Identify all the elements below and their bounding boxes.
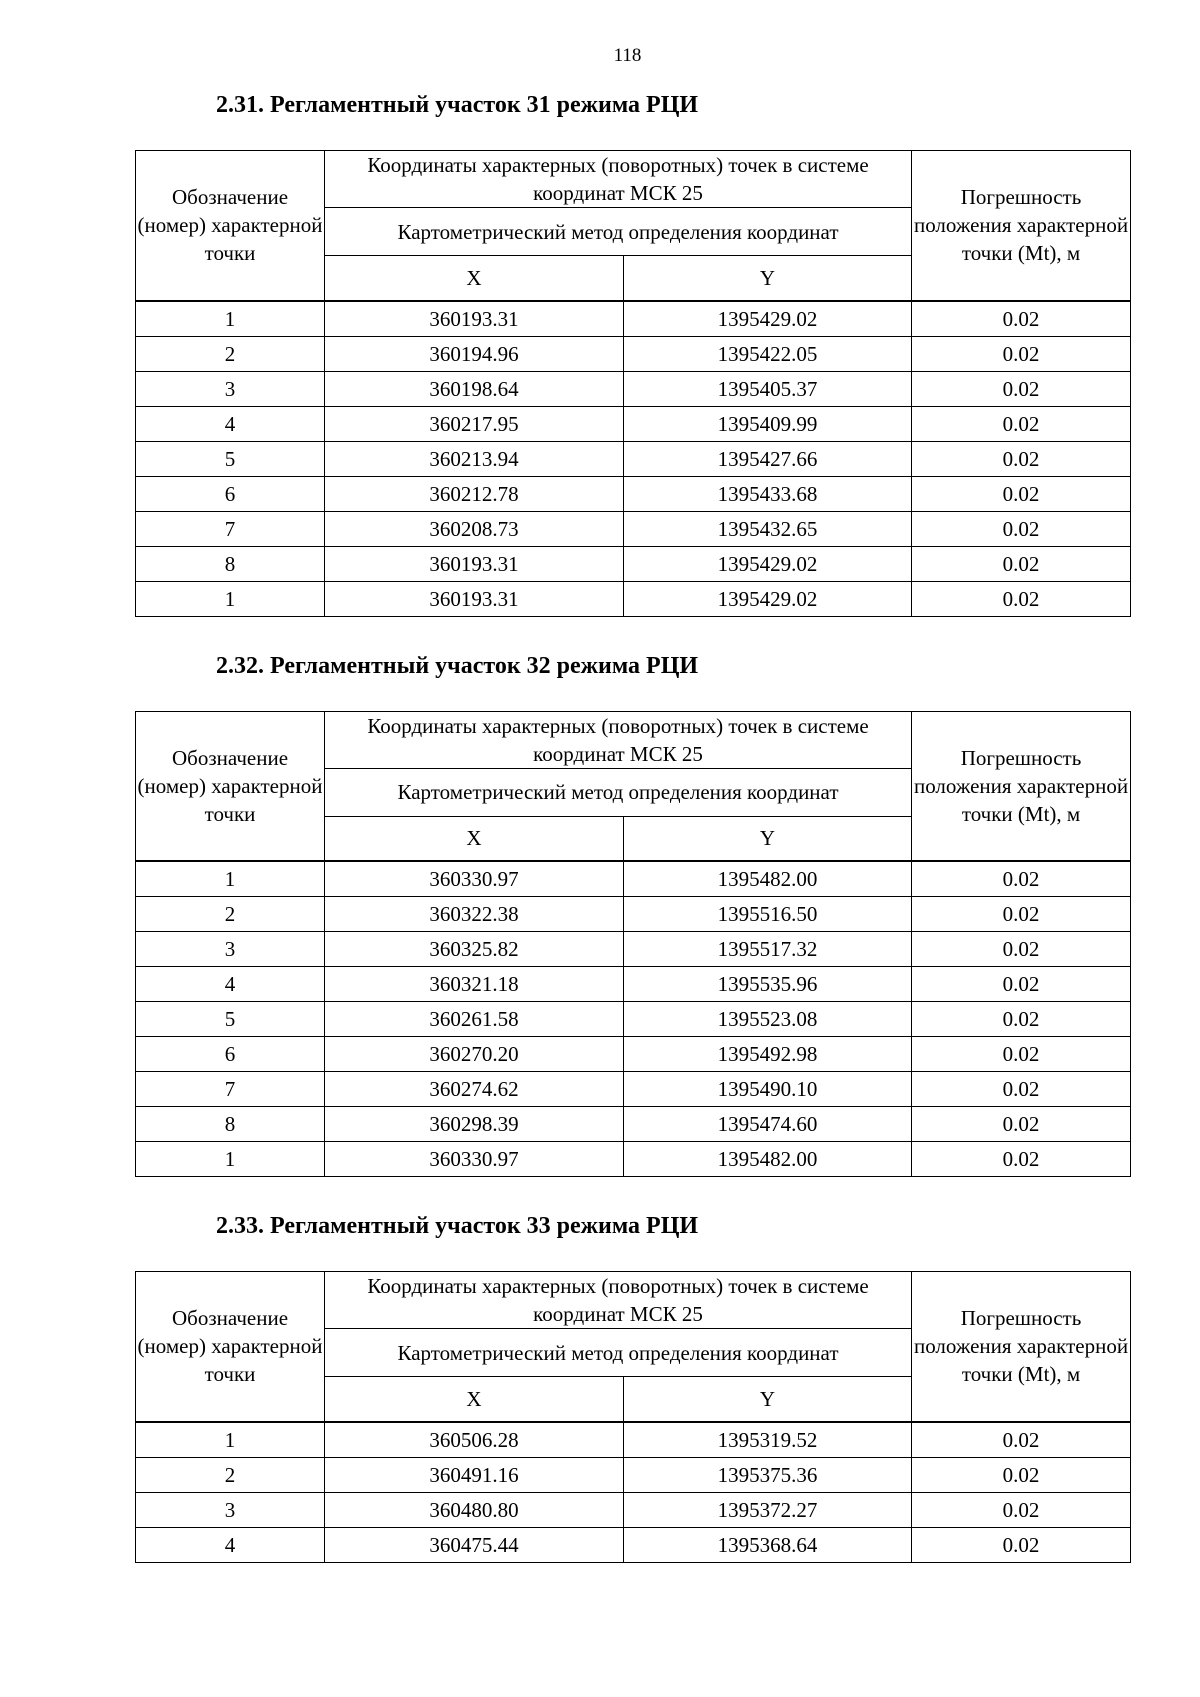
cell-error: 0.02 xyxy=(912,932,1131,967)
cell-y: 1395517.32 xyxy=(624,932,912,967)
cell-error: 0.02 xyxy=(912,581,1131,616)
cell-y: 1395422.05 xyxy=(624,336,912,371)
cell-point: 1 xyxy=(136,301,325,337)
cell-y: 1395405.37 xyxy=(624,371,912,406)
cell-point: 1 xyxy=(136,861,325,897)
table-row xyxy=(136,1072,1131,1107)
cell-error: 0.02 xyxy=(912,1037,1131,1072)
cell-x: 360330.97 xyxy=(325,1142,624,1177)
table-row xyxy=(136,1107,1131,1142)
cell-error: 0.02 xyxy=(912,511,1131,546)
cell-error: 0.02 xyxy=(912,1422,1131,1458)
cell-error: 0.02 xyxy=(912,406,1131,441)
cell-point: 7 xyxy=(136,511,325,546)
header-coords: Координаты характерных (поворотных) точек в системе координат МСК 25 xyxy=(325,151,912,208)
header-method: Картометрический метод определения координат xyxy=(325,1329,912,1377)
cell-y: 1395375.36 xyxy=(624,1457,912,1492)
cell-point: 2 xyxy=(136,1457,325,1492)
table-row xyxy=(136,336,1131,371)
cell-error: 0.02 xyxy=(912,1492,1131,1527)
table-row xyxy=(136,301,1131,337)
table-row xyxy=(136,476,1131,511)
table-row xyxy=(136,371,1131,406)
cell-y: 1395409.99 xyxy=(624,406,912,441)
header-point: Обозначение (номер) характерной точки xyxy=(136,1272,325,1422)
cell-point: 1 xyxy=(136,1142,325,1177)
cell-x: 360480.80 xyxy=(325,1492,624,1527)
section xyxy=(135,651,1130,1178)
cell-y: 1395482.00 xyxy=(624,1142,912,1177)
cell-x: 360198.64 xyxy=(325,371,624,406)
cell-x: 360193.31 xyxy=(325,581,624,616)
section xyxy=(135,1211,1130,1563)
section-title: 2.33. Регламентный участок 33 режима РЦИ xyxy=(216,1213,699,1239)
cell-point: 2 xyxy=(136,897,325,932)
cell-x: 360322.38 xyxy=(325,897,624,932)
coordinates-table xyxy=(135,711,1131,1178)
coordinates-table xyxy=(135,1271,1131,1563)
table-row xyxy=(136,1457,1131,1492)
table-row xyxy=(136,1002,1131,1037)
cell-point: 6 xyxy=(136,1037,325,1072)
header-error: Погрешность положения характерной точки (Mt), м xyxy=(912,151,1131,301)
header-y: Y xyxy=(624,256,912,301)
table-row xyxy=(136,406,1131,441)
header-coords: Координаты характерных (поворотных) точек в системе координат МСК 25 xyxy=(325,1272,912,1329)
cell-point: 4 xyxy=(136,1527,325,1562)
section-title: 2.31. Регламентный участок 31 режима РЦИ xyxy=(216,92,699,118)
cell-error: 0.02 xyxy=(912,897,1131,932)
table-row xyxy=(136,967,1131,1002)
cell-y: 1395492.98 xyxy=(624,1037,912,1072)
cell-y: 1395474.60 xyxy=(624,1107,912,1142)
cell-error: 0.02 xyxy=(912,1457,1131,1492)
cell-x: 360194.96 xyxy=(325,336,624,371)
cell-error: 0.02 xyxy=(912,476,1131,511)
table-row xyxy=(136,581,1131,616)
cell-point: 2 xyxy=(136,336,325,371)
cell-error: 0.02 xyxy=(912,1142,1131,1177)
table-row xyxy=(136,546,1131,581)
cell-error: 0.02 xyxy=(912,967,1131,1002)
cell-error: 0.02 xyxy=(912,1002,1131,1037)
cell-error: 0.02 xyxy=(912,546,1131,581)
cell-error: 0.02 xyxy=(912,371,1131,406)
header-y: Y xyxy=(624,816,912,861)
cell-x: 360274.62 xyxy=(325,1072,624,1107)
cell-y: 1395516.50 xyxy=(624,897,912,932)
cell-error: 0.02 xyxy=(912,336,1131,371)
cell-point: 3 xyxy=(136,371,325,406)
header-x: X xyxy=(325,816,624,861)
cell-y: 1395432.65 xyxy=(624,511,912,546)
cell-error: 0.02 xyxy=(912,1072,1131,1107)
cell-x: 360217.95 xyxy=(325,406,624,441)
cell-point: 8 xyxy=(136,546,325,581)
table-row xyxy=(136,441,1131,476)
cell-point: 1 xyxy=(136,581,325,616)
cell-point: 5 xyxy=(136,1002,325,1037)
cell-x: 360193.31 xyxy=(325,546,624,581)
cell-point: 6 xyxy=(136,476,325,511)
cell-point: 4 xyxy=(136,406,325,441)
cell-point: 3 xyxy=(136,1492,325,1527)
header-x: X xyxy=(325,1377,624,1422)
table-row xyxy=(136,1527,1131,1562)
page-number: 118 xyxy=(613,45,642,66)
cell-x: 360321.18 xyxy=(325,967,624,1002)
cell-error: 0.02 xyxy=(912,301,1131,337)
cell-y: 1395372.27 xyxy=(624,1492,912,1527)
cell-point: 1 xyxy=(136,1422,325,1458)
cell-x: 360193.31 xyxy=(325,301,624,337)
cell-y: 1395319.52 xyxy=(624,1422,912,1458)
cell-point: 4 xyxy=(136,967,325,1002)
cell-error: 0.02 xyxy=(912,1107,1131,1142)
cell-y: 1395490.10 xyxy=(624,1072,912,1107)
cell-error: 0.02 xyxy=(912,861,1131,897)
cell-y: 1395368.64 xyxy=(624,1527,912,1562)
cell-y: 1395427.66 xyxy=(624,441,912,476)
cell-x: 360261.58 xyxy=(325,1002,624,1037)
document-body xyxy=(135,90,1130,1597)
cell-x: 360475.44 xyxy=(325,1527,624,1562)
header-coords: Координаты характерных (поворотных) точек в системе координат МСК 25 xyxy=(325,711,912,768)
cell-x: 360212.78 xyxy=(325,476,624,511)
header-method: Картометрический метод определения координат xyxy=(325,208,912,256)
cell-point: 3 xyxy=(136,932,325,967)
header-error: Погрешность положения характерной точки (Mt), м xyxy=(912,711,1131,861)
table-row xyxy=(136,932,1131,967)
table-row xyxy=(136,861,1131,897)
cell-x: 360491.16 xyxy=(325,1457,624,1492)
table-row xyxy=(136,1422,1131,1458)
cell-x: 360213.94 xyxy=(325,441,624,476)
cell-x: 360330.97 xyxy=(325,861,624,897)
header-error: Погрешность положения характерной точки (Mt), м xyxy=(912,1272,1131,1422)
cell-y: 1395433.68 xyxy=(624,476,912,511)
cell-error: 0.02 xyxy=(912,441,1131,476)
cell-point: 8 xyxy=(136,1107,325,1142)
cell-point: 7 xyxy=(136,1072,325,1107)
header-y: Y xyxy=(624,1377,912,1422)
table-row xyxy=(136,511,1131,546)
cell-y: 1395429.02 xyxy=(624,581,912,616)
cell-y: 1395482.00 xyxy=(624,861,912,897)
table-row xyxy=(136,1037,1131,1072)
cell-x: 360506.28 xyxy=(325,1422,624,1458)
header-method: Картометрический метод определения координат xyxy=(325,768,912,816)
cell-x: 360208.73 xyxy=(325,511,624,546)
cell-x: 360298.39 xyxy=(325,1107,624,1142)
cell-y: 1395429.02 xyxy=(624,546,912,581)
cell-x: 360325.82 xyxy=(325,932,624,967)
cell-x: 360270.20 xyxy=(325,1037,624,1072)
table-row xyxy=(136,897,1131,932)
coordinates-table xyxy=(135,150,1131,617)
cell-point: 5 xyxy=(136,441,325,476)
cell-error: 0.02 xyxy=(912,1527,1131,1562)
section-title: 2.32. Регламентный участок 32 режима РЦИ xyxy=(216,652,699,679)
header-point: Обозначение (номер) характерной точки xyxy=(136,151,325,301)
cell-y: 1395523.08 xyxy=(624,1002,912,1037)
table-row xyxy=(136,1142,1131,1177)
cell-y: 1395535.96 xyxy=(624,967,912,1002)
section xyxy=(135,90,1130,617)
header-point: Обозначение (номер) характерной точки xyxy=(136,711,325,861)
header-x: X xyxy=(325,256,624,301)
cell-y: 1395429.02 xyxy=(624,301,912,337)
table-row xyxy=(136,1492,1131,1527)
